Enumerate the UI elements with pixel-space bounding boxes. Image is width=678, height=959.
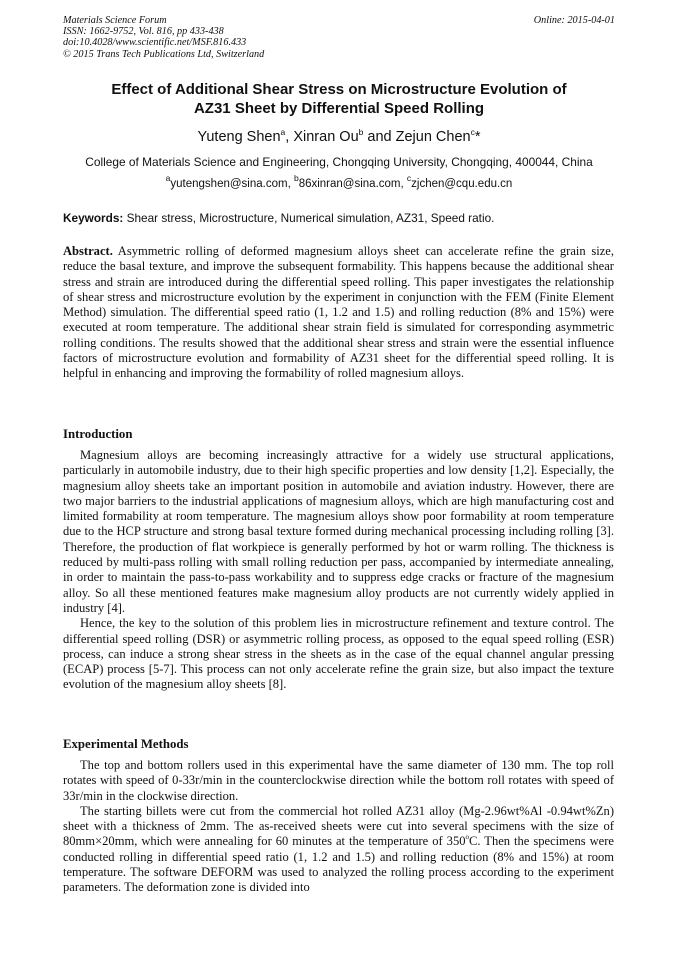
title-line-1: Effect of Additional Shear Stress on Microstructure Evolution of [111, 81, 567, 98]
author-name: Zejun Chen [395, 129, 471, 145]
copyright-line: © 2015 Trans Tech Publications Ltd, Switzerland [63, 48, 265, 60]
online-date: Online: 2015-04-01 [533, 15, 615, 26]
author-mark: c [470, 127, 475, 137]
author-separator: , [285, 129, 294, 145]
email-list [40, 173, 638, 192]
introduction-body [63, 448, 614, 693]
introduction-heading: Introduction [63, 427, 133, 441]
author-name: Yuteng Shen [197, 129, 281, 145]
degree-mark: o [465, 833, 470, 842]
author-list [40, 128, 638, 146]
journal-name: Materials Science Forum [63, 15, 167, 26]
email-mark: a [165, 173, 171, 183]
email-mark: c [406, 173, 412, 183]
experimental-paragraph [63, 804, 614, 896]
corresponding-mark: * [474, 129, 481, 145]
experimental-text: The starting billets were cut from the commercial hot rolled AZ31 alloy (Mg-2.96wt%Al -0.94wt%Zn) sheet with a thickness of 2mm. The as-received sheets were cut into several specimens with the size of 80mm×20mm, which were annealing for 60 minutes at the temperature of 350 [63, 803, 614, 849]
experimental-paragraph: The top and bottom rollers used in this experimental have the same diameter of 130 mm. The top roll rotates with speed of 0-33r/min in the counterclockwise direction while the bottom roll rotates with speed of 33r/min in the clockwise direction. [63, 758, 614, 803]
keywords-text: Shear stress, Microstructure, Numerical simulation, AZ31, Speed ratio. [123, 211, 495, 225]
journal-header [63, 15, 615, 60]
experimental-text: C. Then the specimens were conducted rolling in differential speed ratio (1, 1.2 and 1.5) and rolling reduction (8% and 15%) at room temperature. The software DEFORM was used to analyzed the rolling process according to the experiment parameters. The deformation zone is divided into [63, 834, 614, 895]
experimental-body [63, 758, 614, 896]
email-separator: , [287, 178, 294, 190]
paper-title [40, 80, 638, 118]
affiliation: College of Materials Science and Engineering, Chongqing University, Chongqing, 400044, China [85, 155, 593, 169]
author-name: Xinran Ou [293, 129, 359, 145]
introduction-paragraph: Magnesium alloys are becoming increasingly attractive for a widely use structural applications, particularly in automobile industry, due to their high specific properties and low density [1,2]. Especially, the magnesium alloy sheets take an important position in automobile and aviation industry. However, there are two major barriers to the industrial applications of magnesium alloys, which are high manufacturing cost and limited formability at room temperature. The magnesium alloys show poor formability at room temperature due to the HCP structure and strong basal texture formed during mechanical processing including rolling [3]. Therefore, the production of flat workpiece is generally performed by hot or warm rolling. The thickness is reduced by multi-pass rolling with small rolling reduction per pass, accompanied by intermediate annealing, in order to maintain the pass-to-pass workability and to suppress edge cracks or fracture of the magnesium alloy. So all these mentioned features make magnesium alloy products are not currently widely applied in industry [4]. [63, 448, 614, 615]
email-address[interactable]: yutengshen@sina.com [170, 178, 288, 190]
abstract-label: Abstract. [63, 244, 113, 258]
abstract-text: Asymmetric rolling of deformed magnesium alloys sheet can accelerate refine the grain size, reduce the basal texture, and improve the subsequent formability. This happens because the additional shear stress and strain are introduced during the differential speed rolling. This paper investigates the relationship of shear stress and microstructure evolution by the experiment in conjunction with the FEM (Finite Element Method) simulation. The differential speed ratio (1, 1.2 and 1.5) and rolling reduction (8% and 15%) were executed at room temperature. The additional shear strain field is simulated for corresponding asymmetric rolling conditions. The results showed that the additional shear stress and strain were the essential influence factors of microstructure evolution and formability of AZ31 sheet for the differential speed rolling. It is helpful in enhancing and improving the formability of rolled magnesium alloys. [63, 244, 614, 381]
keywords-label: Keywords: [63, 211, 124, 225]
title-line-2: AZ31 Sheet by Differential Speed Rolling [193, 100, 485, 117]
email-mark: b [293, 173, 299, 183]
email-separator: , [400, 178, 407, 190]
keywords [63, 211, 623, 226]
email-address[interactable]: zjchen@cqu.edu.cn [411, 178, 513, 190]
abstract [63, 244, 614, 382]
experimental-heading: Experimental Methods [63, 737, 189, 751]
doi-line[interactable]: doi:10.4028/www.scientific.net/MSF.816.433 [63, 37, 247, 49]
email-address[interactable]: 86xinran@sina.com [298, 178, 401, 190]
author-mark: a [280, 127, 286, 137]
introduction-paragraph: Hence, the key to the solution of this problem lies in microstructure refinement and texture control. The differential speed rolling (DSR) or asymmetric rolling process, as opposed to the equal speed rolling (ESR) process, can induce a strong shear stress in the sheets as in the case of the equal channel angular pressing (ECAP) process [5-7]. This process can not only accelerate refine the grain size, but also impact the texture evolution of the magnesium alloy sheets [8]. [63, 616, 614, 692]
author-mark: b [358, 127, 364, 137]
issn-line: ISSN: 1662-9752, Vol. 816, pp 433-438 [63, 26, 224, 38]
author-separator: and [363, 129, 396, 145]
